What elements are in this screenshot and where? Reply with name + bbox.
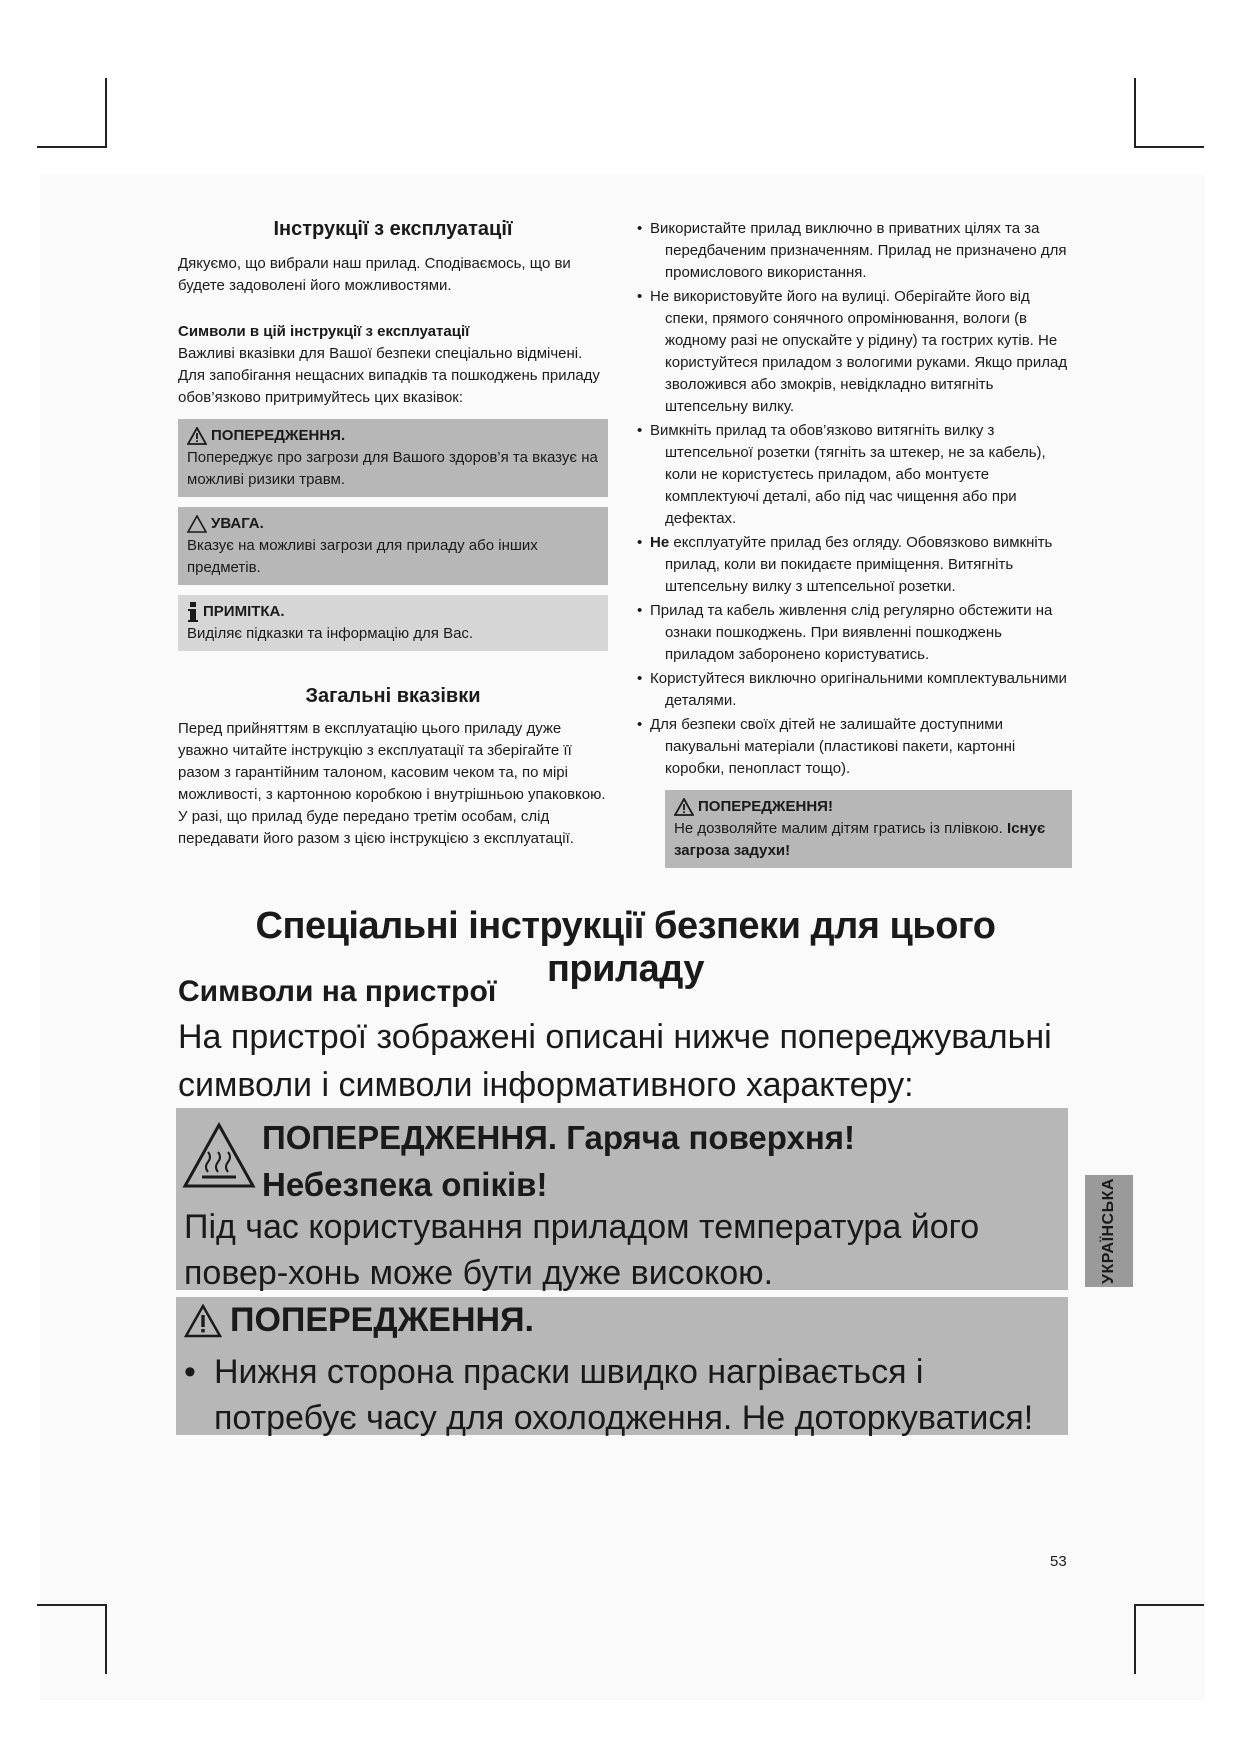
child-warning-label: ПОПЕРЕДЖЕННЯ!	[698, 798, 833, 815]
language-tab	[1085, 1175, 1133, 1287]
language-tab-label: УКРАЇНСЬКА	[1100, 1178, 1117, 1284]
attention-label: УВАГА.	[211, 515, 264, 532]
symbols-heading: Символи в цій інструкції з експлуатації	[178, 323, 470, 340]
special-instructions-title: Спеціальні інструкції безпеки для цього приладу	[255, 905, 996, 990]
list-item: • Користуйтеся виключно оригінальними комплектувальними деталями.	[637, 668, 1072, 712]
crop-mark	[1134, 146, 1204, 148]
hot-surface-title-line1: ПОПЕРЕДЖЕННЯ. Гаряча поверхня!	[262, 1119, 856, 1156]
general-text: Перед прийняттям в експлуатацію цього приладу дуже уважно читайте інструкцію з експлуатації та зберігайте її разом з гарантійним талоном, касовим чеком та, по мірі можливості, з картонною коробкою і внутрішньою упаковкою. У разі, що прилад буде передано третім особам, слід передавати його разом з цією інструкцією з експлуатації.	[178, 720, 606, 847]
left-column	[178, 218, 608, 850]
cooling-warning-label: ПОПЕРЕДЖЕННЯ.	[230, 1301, 534, 1339]
hot-surface-warning	[176, 1108, 1068, 1290]
crop-mark	[1134, 1604, 1204, 1606]
list-item: • Вимкніть прилад та обов’язково витягніть вилку з штепсельної розетки (тягніть за штекер, не за кабель), коли не користуєтесь приладом, або монтуєте комплектуючі деталі, або під час чищення або при дефектах.	[637, 420, 1072, 530]
crop-mark	[1134, 78, 1136, 148]
device-symbols-text: На пристрої зображені описані нижче попереджувальні символи і символи інформативного характеру:	[178, 1018, 1052, 1104]
manual-title: Інструкції з експлуатації	[273, 218, 513, 240]
note-box-title	[187, 601, 599, 623]
list-item: • Прилад та кабель живлення слід регулярно обстежити на ознаки пошкоджень. При виявленні пошкоджень приладом заборонено користуватись.	[637, 600, 1072, 666]
warning-text: Попереджує про загрози для Вашого здоров’я та вказує на можливі ризики травм.	[187, 449, 598, 488]
warning-label: ПОПЕРЕДЖЕННЯ.	[211, 427, 346, 444]
child-warning-box	[665, 790, 1072, 868]
warning-box	[178, 419, 608, 497]
hot-surface-text: Під час користування приладом температура його повер-хонь може бути дуже високою.	[184, 1208, 980, 1292]
list-item-text: експлуатуйте прилад без огляду. Обовязково вимкніть прилад, коли ви покидаєте приміщення. Витягніть штепсельну вилку з штепсельної розетки.	[665, 534, 1053, 595]
child-warning-emphasis: Існує загроза задухи!	[674, 820, 1046, 859]
crop-mark	[105, 1604, 107, 1674]
crop-mark	[105, 78, 107, 148]
list-item-bold: Не	[650, 534, 670, 551]
note-box	[178, 595, 608, 651]
general-heading: Загальні вказівки	[305, 685, 481, 707]
attention-text: Вказує на можливі загрози для приладу або інших предметів.	[187, 537, 538, 576]
child-warning-title	[674, 796, 1063, 818]
right-column	[637, 218, 1072, 868]
cooling-warning-item: • Нижня сторона праски швидко нагрівається і потребує часу для охолодження. Не доторкуватися!	[184, 1349, 1074, 1441]
info-icon	[187, 602, 199, 622]
child-warning-body: Не дозволяйте малим дітям гратись із плівкою.	[674, 820, 1003, 837]
crop-mark	[37, 146, 107, 148]
attention-box	[178, 507, 608, 585]
attention-box-title	[187, 513, 599, 535]
warning-triangle-icon	[674, 798, 694, 816]
warning-triangle-icon	[184, 1304, 222, 1338]
warning-box-title	[187, 425, 599, 447]
hot-surface-icon	[182, 1122, 256, 1190]
page-number: 53	[1050, 1553, 1067, 1570]
attention-triangle-icon	[187, 515, 207, 533]
list-item: • Використайте прилад виключно в приватних цілях та за передбаченим призначенням. Прилад не призначено для промислового використання.	[637, 218, 1072, 284]
child-warning-text	[674, 818, 1063, 862]
list-item: • Для безпеки своїх дітей не залишайте доступними пакувальні матеріали (пластикові пакети, картонні коробки, пенопласт тощо).	[637, 714, 1072, 780]
device-symbols-title: Символи на пристрої	[178, 975, 497, 1008]
hot-surface-title-line2: Небезпека опіків!	[262, 1166, 548, 1203]
list-item	[637, 532, 1072, 598]
list-item: • Не використовуйте його на вулиці. Оберігайте його від спеки, прямого сонячного опромінювання, вологи (в жодному разі не опускайте у рідину) та гострих кутів. Не користуйтеся приладом з вологими руками. Якщо прилад зволожився або змокрів, невідкладно витягніть штепсельну вилку.	[637, 286, 1072, 418]
cooling-warning-title	[184, 1301, 534, 1340]
symbols-text: Важливі вказівки для Вашої безпеки спеціально відмічені. Для запобігання нещасних випадків та пошкоджень приладу обов’язково притримуйтесь цих вказівок:	[178, 345, 600, 406]
warning-triangle-icon	[187, 427, 207, 445]
safety-list	[637, 218, 1072, 780]
crop-mark	[1134, 1604, 1136, 1674]
cooling-warning	[176, 1297, 1068, 1435]
hot-surface-title	[262, 1114, 855, 1208]
note-text: Виділяє підказки та інформацію для Вас.	[187, 625, 474, 642]
note-label: ПРИМІТКА.	[203, 603, 285, 620]
crop-mark	[37, 1604, 107, 1606]
intro-text: Дякуємо, що вибрали наш прилад. Сподіваємось, що ви будете задоволені його можливостями.	[178, 255, 571, 294]
